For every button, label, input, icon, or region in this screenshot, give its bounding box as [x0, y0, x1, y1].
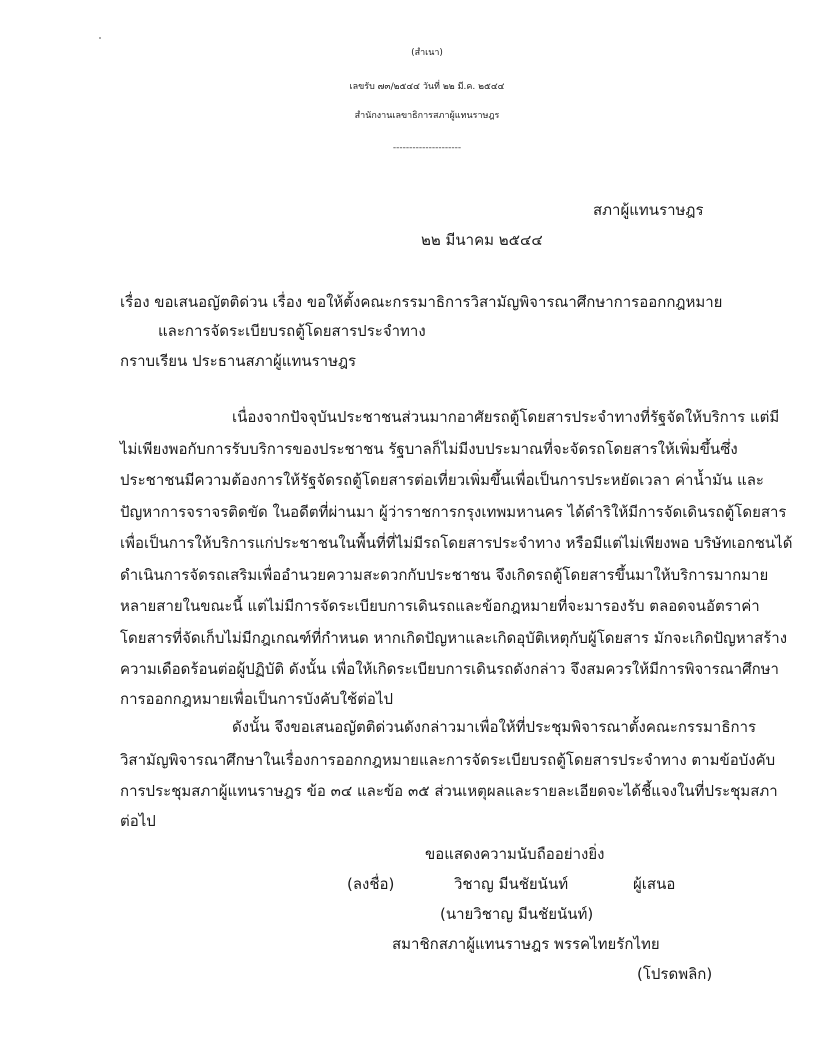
para2-line: การประชุมสภาผู้แทนราษฎร ข้อ ๓๔ และข้อ ๓๕ ส่วนเหตุผลและรายละเอียดจะได้ชี้แจงในที่ประชุมสภา — [120, 782, 778, 800]
letter-date: ๒๒ มีนาคม ๒๕๔๔ — [421, 231, 543, 249]
office-line: สำนักงานเลขาธิการสภาผู้แทนราษฎร — [354, 111, 500, 121]
scan-speck — [99, 37, 101, 39]
signer-position: สมาชิกสภาผู้แทนราษฎร พรรคไทยรักไทย — [392, 935, 660, 953]
para1-line: โดยสารที่จัดเก็บไม่มีกฎเกณฑ์ที่กำหนด หากเกิดปัญหาและเกิดอุบัติเหตุกับผู้โดยสาร มักจะเกิดปัญหาสร้าง — [120, 629, 788, 647]
salutation: กราบเรียน ประธานสภาผู้แทนราษฎร — [120, 352, 357, 370]
para1-line: ปัญหาการจราจรติดขัด ในอดีตที่ผ่านมา ผู้ว่าราชการกรุงเทพมหานคร ได้ดำริให้มีการจัดเดินรถตู้โดยสาร — [120, 503, 787, 521]
signer-role: ผู้เสนอ — [633, 875, 676, 893]
para1-line: ไม่เพียงพอกับการรับบริการของประชาชน รัฐบาลก็ไม่มีงบประมาณที่จะจัดรถโดยสารให้เพิ่มขึ้นซึ่ง — [120, 440, 738, 458]
para1-line: ประชาชนมีความต้องการให้รัฐจัดรถตู้โดยสารต่อเที่ยวเพิ่มขึ้นเพื่อเป็นการประหยัดเวลา ค่าน้ำมัน และ — [120, 471, 764, 489]
subject-line-2: และการจัดระเบียบรถตู้โดยสารประจำทาง — [158, 322, 426, 340]
para1-line: ดำเนินการจัดรถเสริมเพื่ออำนวยความสะดวกกับประชาชน จึงเกิดรถตู้โดยสารขึ้นมาให้บริการมากมาย — [120, 566, 769, 584]
receipt-line: เลขรับ ๗๓/๒๕๔๔ วันที่ ๒๒ มี.ค. ๒๕๔๔ — [349, 82, 505, 92]
para2-line: วิสามัญพิจารณาศึกษาในเรื่องการออกกฎหมายและการจัดระเบียบรถตู้โดยสารประจำทาง ตามข้อบังคับ — [120, 751, 776, 769]
para1-line: เพื่อเป็นการให้บริการแก่ประชาชนในพื้นที่ที่ไม่มีรถโดยสารประจำทาง หรือมีแต่ไม่เพียงพอ บริษัทเอกชนได้ — [120, 534, 793, 552]
subject-line-1: เรื่อง ขอเสนอญัตติด่วน เรื่อง ขอให้ตั้งคณะกรรมาธิการวิสามัญพิจารณาศึกษาการออกกฎหมาย — [120, 293, 723, 311]
sign-label: (ลงชื่อ) — [347, 875, 395, 893]
para2-line: ต่อไป — [120, 812, 156, 830]
para1-line: เนื่องจากปัจจุบันประชาชนส่วนมากอาศัยรถตู้โดยสารประจำทางที่รัฐจัดให้บริการ แต่มี — [232, 408, 780, 426]
para1-line: หลายสายในขณะนี้ แต่ไม่มีการจัดระเบียบการเดินรถและข้อกฎหมายที่จะมารองรับ ตลอดจนอัตราค่า — [120, 597, 760, 615]
signer-name: วิชาญ มีนชัยนันท์ — [454, 875, 569, 893]
printed-name: (นายวิชาญ มีนชัยนันท์) — [440, 905, 594, 923]
addressee-place: สภาผู้แทนราษฎร — [593, 201, 704, 219]
para2-line: ดังนั้น จึงขอเสนอญัตติด่วนดังกล่าวมาเพื่อให้ที่ประชุมพิจารณาตั้งคณะกรรมาธิการ — [232, 718, 757, 736]
turn-page-note: (โปรดพลิก) — [637, 965, 713, 983]
para1-line: การออกกฎหมายเพื่อเป็นการบังคับใช้ต่อไป — [120, 690, 394, 708]
header-divider: --------------------- — [392, 143, 462, 153]
copy-label: (สำเนา) — [411, 48, 443, 58]
closing-respect: ขอแสดงความนับถืออย่างยิ่ง — [425, 845, 605, 863]
para1-line: ความเดือดร้อนต่อผู้ปฏิบัติ ดังนั้น เพื่อให้เกิดระเบียบการเดินรถดังกล่าว จึงสมควรให้มีการพิจารณาศึกษา — [120, 660, 779, 678]
